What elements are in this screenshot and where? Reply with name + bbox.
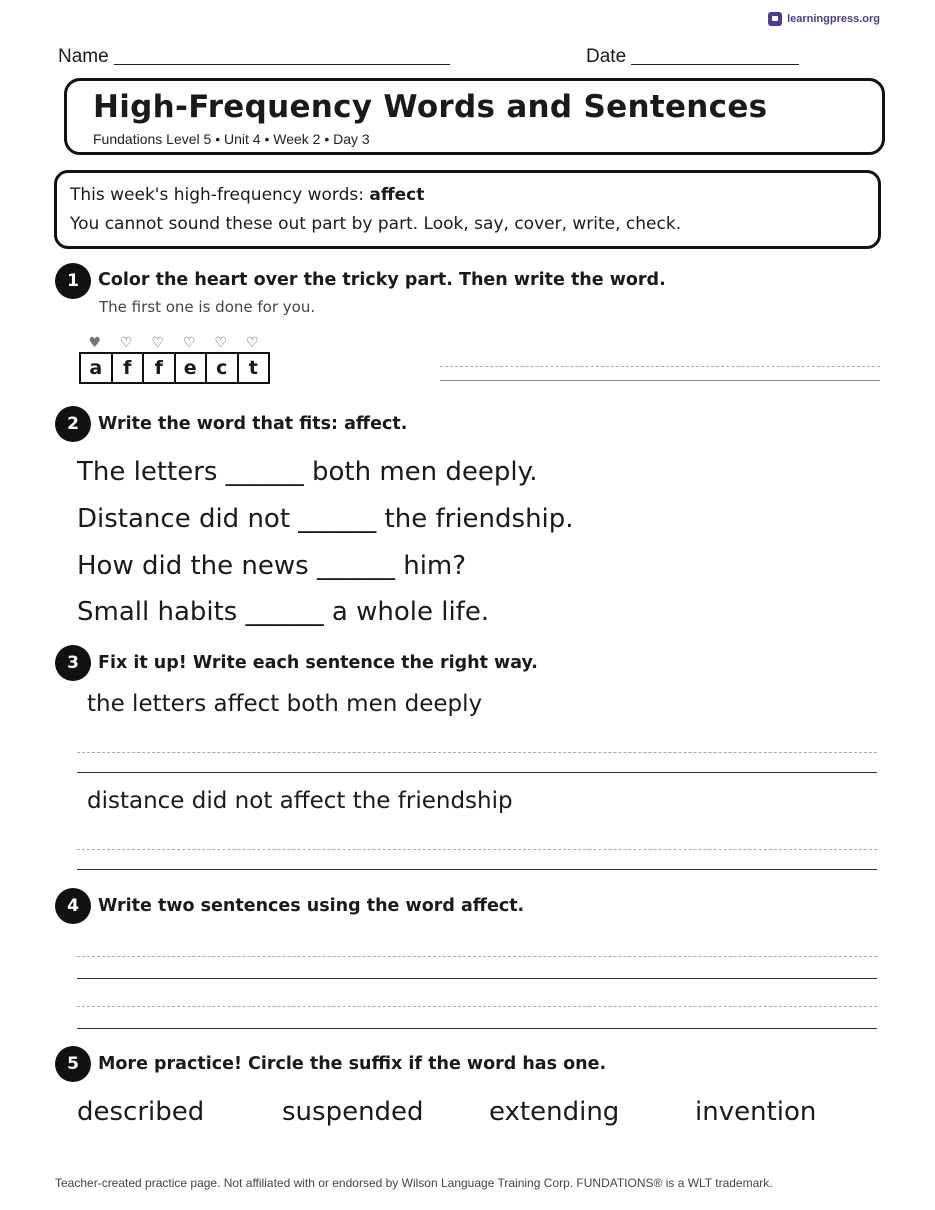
date-label: Date <box>586 46 627 67</box>
heart-icon[interactable]: ♡ <box>151 335 165 351</box>
q1-write-line[interactable] <box>440 380 880 381</box>
letter-box: t <box>237 352 271 384</box>
fill-sentence: The letters ______ both men deeply. <box>77 457 538 487</box>
guide-line <box>77 956 877 957</box>
question-number-1: 1 <box>55 263 91 299</box>
footer-note: Teacher-created practice page. Not affiliated with or endorsed by Wilson Language Training Corp. FUNDATIONS® is a WLT trademark. <box>55 1176 773 1190</box>
title-box <box>64 78 885 155</box>
fill-sentence: How did the news ______ him? <box>77 551 467 581</box>
letter-box: c <box>205 352 239 384</box>
write-line[interactable] <box>77 1028 877 1029</box>
date-blank[interactable] <box>631 46 799 65</box>
fix-sentence: distance did not affect the friendship <box>87 788 513 814</box>
guide-line <box>77 752 877 753</box>
question-1-text: Color the heart over the tricky part. Then write the word. <box>98 270 666 290</box>
hf-word: affect <box>369 185 425 205</box>
heart-icon[interactable]: ♡ <box>119 335 133 351</box>
guide-line <box>77 1006 877 1007</box>
question-1-subtext: The first one is done for you. <box>99 298 316 316</box>
question-number-3: 3 <box>55 645 91 681</box>
name-blank[interactable] <box>114 46 450 65</box>
hf-words-line <box>70 185 424 205</box>
question-2-text: Write the word that fits: affect. <box>98 414 408 434</box>
name-label: Name <box>58 46 109 67</box>
hf-instructions: You cannot sound these out part by part. Look, say, cover, write, check. <box>70 214 682 234</box>
question-number-4: 4 <box>55 888 91 924</box>
letter-box: f <box>111 352 145 384</box>
letter-box: a <box>79 352 113 384</box>
heart-icon[interactable]: ♥ <box>88 335 102 351</box>
suffix-word[interactable]: suspended <box>282 1097 424 1127</box>
heart-icon[interactable]: ♡ <box>245 335 259 351</box>
fix-sentence: the letters affect both men deeply <box>87 691 483 717</box>
heart-row <box>79 336 268 350</box>
suffix-word[interactable]: extending <box>489 1097 620 1127</box>
name-field[interactable] <box>58 46 450 68</box>
suffix-word[interactable]: invention <box>695 1097 817 1127</box>
question-3-text: Fix it up! Write each sentence the right way. <box>98 653 538 673</box>
question-5-text: More practice! Circle the suffix if the word has one. <box>98 1054 607 1074</box>
fill-sentence: Small habits ______ a whole life. <box>77 597 490 627</box>
write-line[interactable] <box>77 978 877 979</box>
page-title: High-Frequency Words and Sentences <box>93 89 768 125</box>
write-line[interactable] <box>77 869 877 870</box>
date-field[interactable] <box>586 46 799 68</box>
hf-words-box <box>54 170 881 249</box>
fill-sentence: Distance did not ______ the friendship. <box>77 504 574 534</box>
heart-icon[interactable]: ♡ <box>182 335 196 351</box>
letter-box: f <box>142 352 176 384</box>
letter-boxes <box>79 352 270 384</box>
page-subtitle: Fundations Level 5 • Unit 4 • Week 2 • Day 3 <box>93 131 370 147</box>
brand-logo-text: learningpress.org <box>787 13 880 25</box>
hf-words-prefix: This week's high-frequency words: <box>70 185 370 205</box>
suffix-word[interactable]: described <box>77 1097 205 1127</box>
brand-logo <box>768 12 880 26</box>
letter-box: e <box>174 352 208 384</box>
question-number-5: 5 <box>55 1046 91 1082</box>
heart-icon[interactable]: ♡ <box>214 335 228 351</box>
write-line[interactable] <box>77 772 877 773</box>
book-icon <box>768 12 782 26</box>
question-number-2: 2 <box>55 406 91 442</box>
q1-guide-line <box>440 366 880 367</box>
guide-line <box>77 849 877 850</box>
question-4-text: Write two sentences using the word affect. <box>98 896 525 916</box>
